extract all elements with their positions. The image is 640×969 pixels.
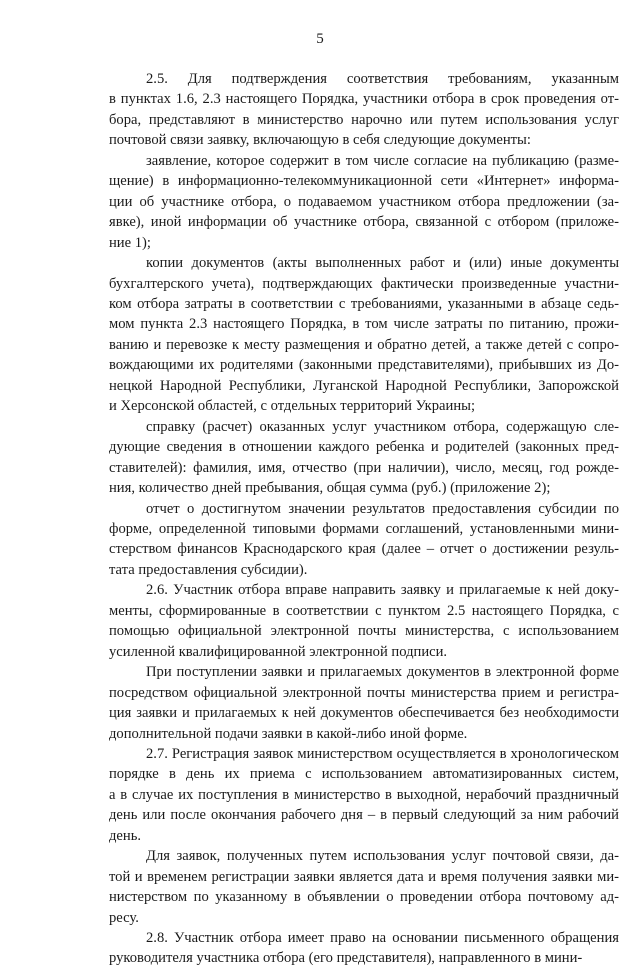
text-line: мом пункта 2.3 настоящего Порядка, в том числе затраты по питанию, прожи- <box>109 316 619 333</box>
page-number: 5 <box>316 31 324 47</box>
text-line: ния, количество дней пребывания, общая сумма (руб.) (приложение 2); <box>109 480 551 497</box>
text-line: ставителей): фамилия, имя, отчество (при наличии), число, месяц, год рожде- <box>109 459 619 476</box>
text-line: явке), иной информации об участнике отбора, связанной с отбором (приложе- <box>109 214 619 231</box>
text-line: отчет о достигнутом значении результатов предоставления субсидии по <box>146 500 619 517</box>
text-line: день. <box>109 827 142 844</box>
text-line: помощью официальной электронной почты министерства, с использованием <box>109 623 619 640</box>
text-line: в пунктах 1.6, 2.3 настоящего Порядка, участники отбора в срок проведения от- <box>109 91 619 108</box>
text-line: ресу. <box>109 909 139 926</box>
paragraph-p25 <box>109 69 619 151</box>
text-line: дополнительной подачи заявки в какой-либо иной форме. <box>109 725 468 742</box>
text-line: Для заявок, полученных путем использования услуг почтовой связи, да- <box>146 848 619 865</box>
text-line: вождающими их родителями (законными представителями), прибывших из До- <box>109 357 619 374</box>
text-line: 2.8. Участник отбора имеет право на основании письменного обращения <box>146 930 619 947</box>
text-line: той и временем регистрации заявки является дата и время получения заявки ми- <box>109 868 619 885</box>
paragraph-p26-receipt <box>109 662 619 744</box>
paragraph-p26 <box>109 580 619 662</box>
text-line: заявление, которое содержит в том числе согласие на публикацию (разме- <box>146 152 619 169</box>
text-line: руководителя участника отбора (его представителя), направленного в мини- <box>109 950 583 967</box>
paragraph-p28 <box>109 928 619 969</box>
text-line: дующие сведения в отношении каждого ребенка и родителей (законных пред- <box>109 439 619 456</box>
text-line: нецкой Народной Республики, Луганской Народной Республики, Запорожской <box>109 377 619 394</box>
document-body <box>109 69 619 969</box>
text-line: При поступлении заявки и прилагаемых документов в электронной форме <box>146 664 619 681</box>
paragraph-p27-postal <box>109 846 619 928</box>
paragraph-p25-reference <box>109 417 619 499</box>
text-line: ванию и перевозке к месту размещения и обратно детей, а также детей с сопро- <box>109 336 619 353</box>
text-line: 2.7. Регистрация заявок министерством осуществляется в хронологическом <box>146 745 619 762</box>
text-line: тата предоставления субсидии). <box>109 561 308 578</box>
text-line: ции об участнике отбора, о подаваемом участником отбора предложении (за- <box>109 193 619 210</box>
paragraph-p27 <box>109 744 619 846</box>
text-line: почтовой связи заявку, включающую в себя следующие документы: <box>109 132 531 149</box>
text-line: менты, сформированные в соответствии с пунктом 2.5 настоящего Порядка, с <box>109 602 619 619</box>
text-line: день или после окончания рабочего дня – в первый следующий за ним рабочий <box>109 807 619 824</box>
text-line: посредством официальной электронной почты министерства прием и регистра- <box>109 684 619 701</box>
paragraph-p25-statement <box>109 151 619 253</box>
text-line: нистерством по указанному в объявлении о проведении отбора почтовому ад- <box>109 889 619 906</box>
text-line: ние 1); <box>109 234 151 251</box>
text-line: бухгалтерского учета), подтверждающих фактически произведенные участни- <box>109 275 619 292</box>
text-line: справку (расчет) оказанных услуг участником отбора, содержащую сле- <box>146 418 619 435</box>
text-line: ком отбора затраты в соответствии с требованиями, указанными в абзаце седь- <box>109 295 619 312</box>
text-line: щение) в информационно-телекоммуникационной сети «Интернет» информа- <box>109 173 619 190</box>
text-line: 2.5. Для подтверждения соответствия требованиям, указанным <box>146 71 619 87</box>
paragraph-p25-report <box>109 499 619 581</box>
text-line: стерством финансов Краснодарского края (далее – отчет о достижении резуль- <box>109 541 619 558</box>
text-line: копии документов (акты выполненных работ и (или) иные документы <box>146 255 619 272</box>
text-line: а в случае их поступления в министерство в выходной, нерабочий праздничный <box>109 786 619 803</box>
text-line: бора, представляют в министерство нарочно или путем использования услуг <box>109 111 619 128</box>
text-line: порядке в день их приема с использованием автоматизированных систем, <box>109 766 619 783</box>
text-line: усиленной квалифицированной электронной подписи. <box>109 643 448 660</box>
paragraph-p25-copies <box>109 253 619 417</box>
text-line: ция заявки и прилагаемых к ней документов обеспечивается без необходимости <box>109 705 619 722</box>
text-line: 2.6. Участник отбора вправе направить заявку и прилагаемые к ней доку- <box>146 582 619 599</box>
text-line: и Херсонской областей, с отдельных территорий Украины; <box>109 398 476 415</box>
text-line: форме, определенной типовыми формами соглашений, установленными мини- <box>109 520 619 537</box>
